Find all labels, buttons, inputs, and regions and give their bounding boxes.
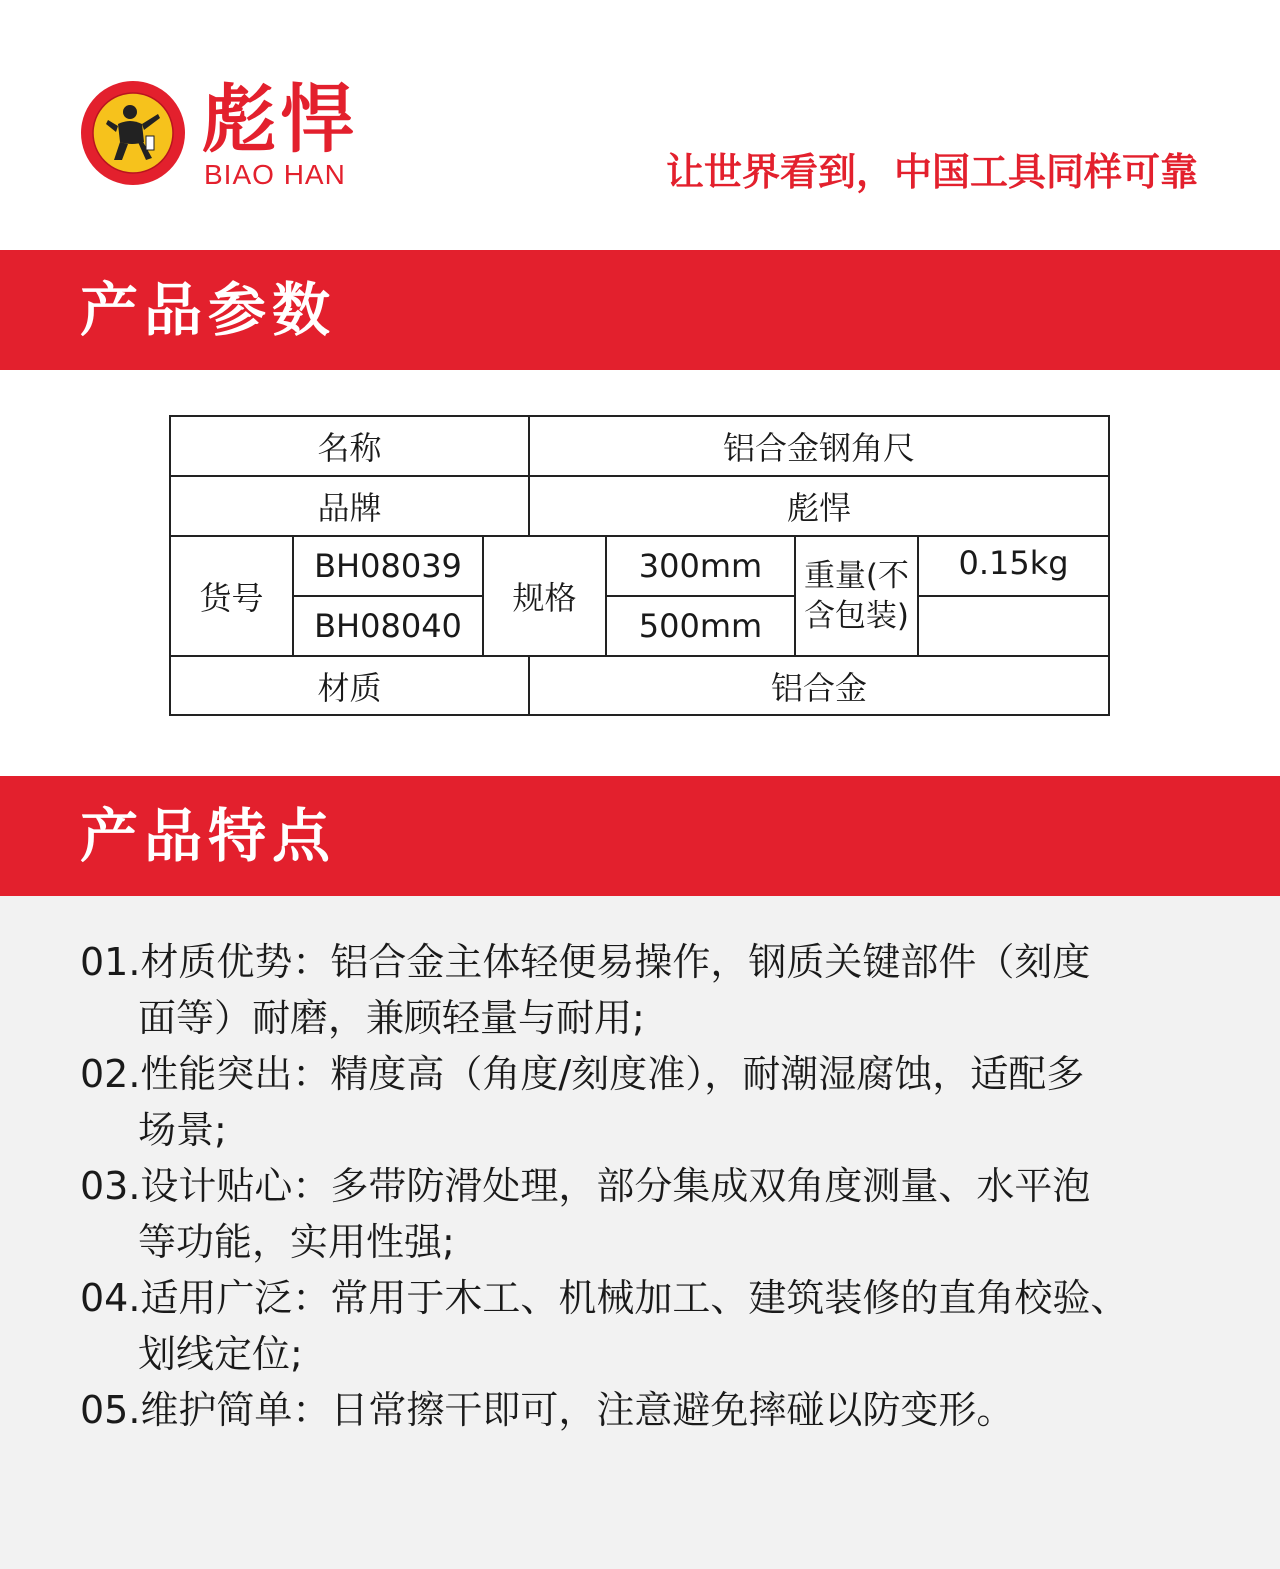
name-value: 铝合金钢角尺: [722, 429, 915, 467]
feature-line: 划线定位;: [138, 1332, 303, 1376]
brand-label: 品牌: [317, 489, 382, 527]
brand-logo-badge: [80, 80, 186, 186]
material-label: 材质: [317, 668, 382, 707]
section-title: 产品参数: [80, 276, 337, 344]
feature-line: 场景;: [138, 1108, 227, 1152]
feature-line: 等功能，实用性强;: [138, 1220, 455, 1264]
brand-name-en: BIAO HAN: [204, 159, 346, 190]
material-value: 铝合金: [770, 668, 867, 707]
weight-label-line1: 重量(不: [803, 558, 910, 594]
feature-item: [80, 1046, 1220, 1158]
brand-name-cn: 彪悍: [202, 77, 358, 163]
section-title: 产品特点: [80, 802, 337, 870]
spec-label: 规格: [512, 579, 577, 617]
feature-item: [80, 934, 1220, 1046]
feature-item: [80, 1270, 1220, 1382]
params-table: [169, 415, 1110, 716]
weight-label: [796, 537, 917, 655]
feature-item: [80, 1158, 1220, 1270]
feature-line: 03.设计贴心：多带防滑处理，部分集成双角度测量、水平泡: [80, 1164, 1091, 1208]
section-header-params: [0, 250, 1280, 370]
section-header-features: [0, 776, 1280, 896]
feature-line: 面等）耐磨，兼顾轻量与耐用;: [138, 996, 645, 1040]
spec-value-2: 500mm: [638, 607, 763, 645]
feature-line: 04.适用广泛：常用于木工、机械加工、建筑装修的直角校验、: [80, 1276, 1129, 1320]
spec-value-1: 300mm: [638, 547, 763, 585]
sku-value-2: BH08040: [314, 607, 462, 645]
params-area: [0, 370, 1280, 776]
name-label: 名称: [317, 429, 382, 467]
slogan: 让世界看到，中国工具同样可靠: [665, 150, 1198, 194]
weight-value-2: [919, 597, 1108, 655]
header: [0, 0, 1280, 250]
brand-value: 彪悍: [786, 489, 851, 527]
weight-value-1: 0.15kg: [958, 544, 1069, 582]
sku-label: 货号: [199, 579, 264, 617]
feature-line: 05.维护简单：日常擦干即可，注意避免摔碰以防变形。: [80, 1388, 1015, 1432]
sku-value-1: BH08039: [314, 547, 462, 585]
feature-line: 01.材质优势：铝合金主体轻便易操作，钢质关键部件（刻度: [80, 940, 1091, 984]
feature-line: 02.性能突出：精度高（角度/刻度准），耐潮湿腐蚀，适配多: [80, 1052, 1085, 1096]
feature-item: [80, 1382, 1220, 1438]
weight-label-line2: 含包装): [803, 598, 910, 634]
features-area: [0, 896, 1280, 1569]
